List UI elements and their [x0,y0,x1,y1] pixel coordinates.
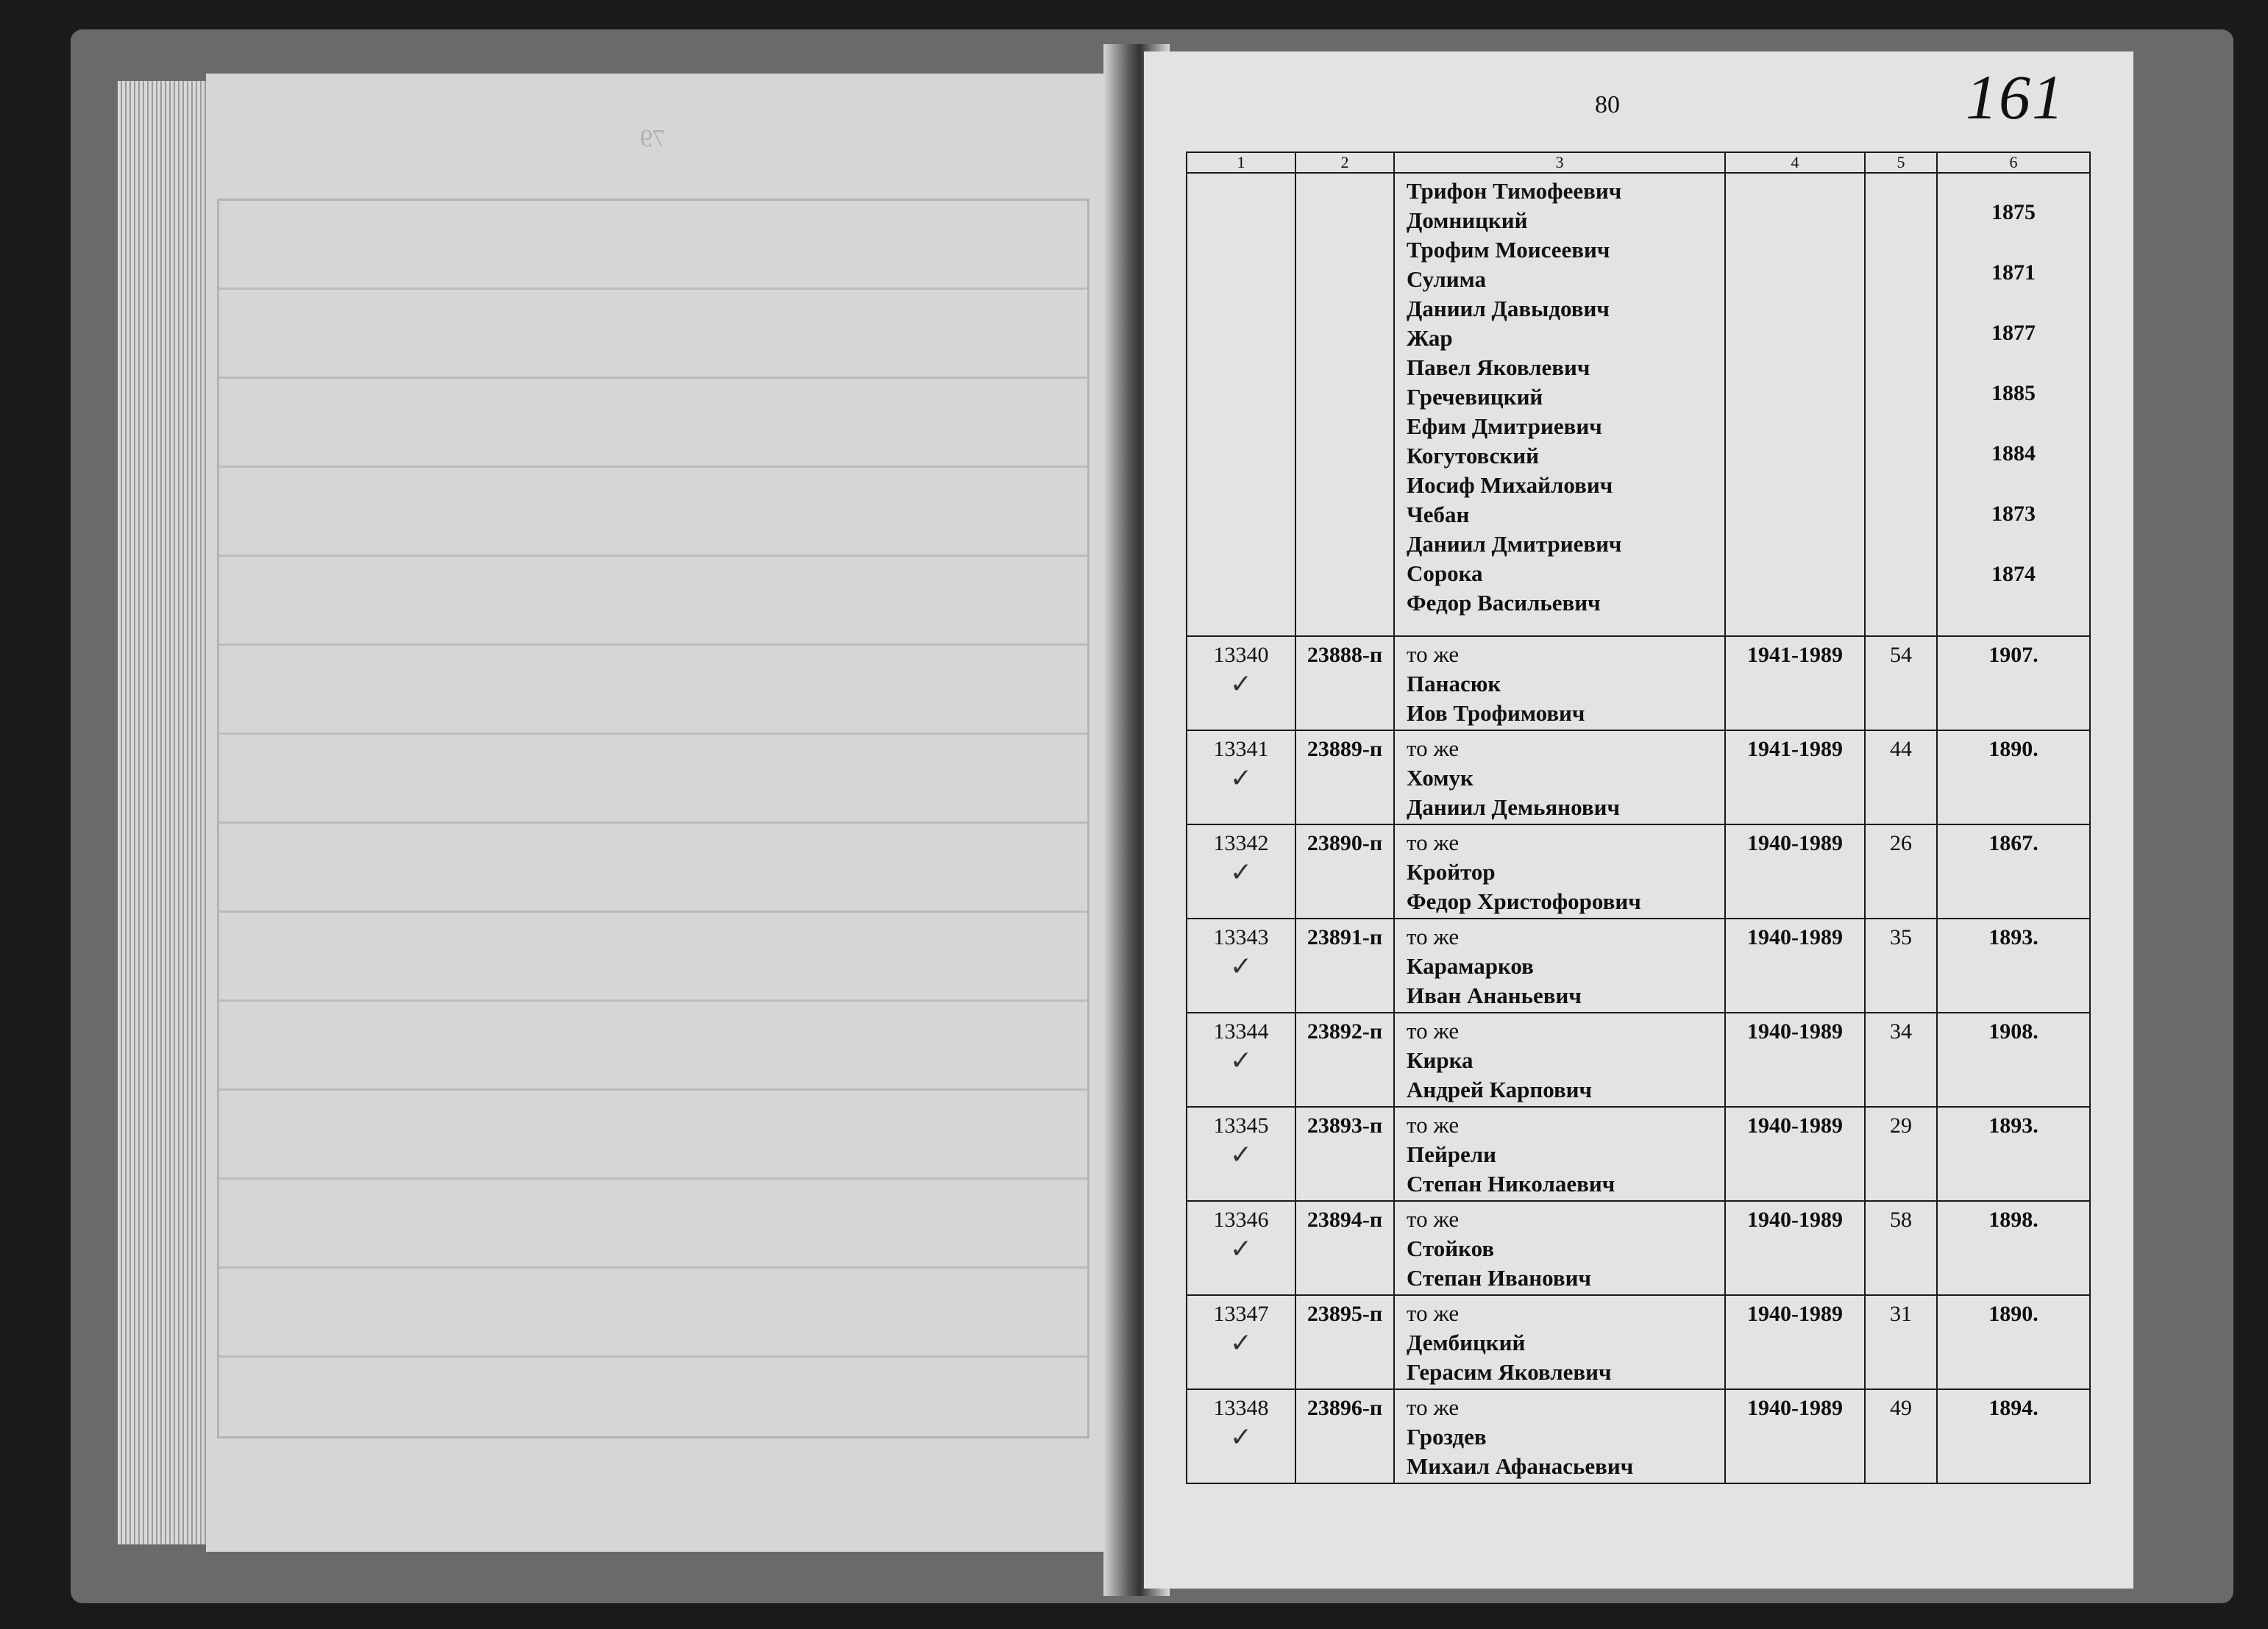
record-number: 13343 [1213,925,1269,949]
birth-year: 1907. [1937,636,2090,730]
checkmark-icon: ✓ [1229,1328,1253,1358]
continuation-birth-year: 1874 [1991,562,2036,586]
continuation-years-cell [1725,173,1865,636]
table-row [1187,1107,2090,1201]
register-table-wrapper [1186,152,2089,1479]
continuation-name: Чебан [1407,502,1470,527]
record-number: 13348 [1213,1396,1269,1420]
checkmark-icon: ✓ [1229,763,1253,794]
person-cell [1394,1201,1725,1295]
same-as-note: то же [1407,1206,1460,1232]
case-code: 23889-п [1295,730,1394,824]
continuation-birth-year: 1877 [1991,321,2036,345]
birth-year: 1867. [1937,824,2090,919]
record-number: 13341 [1213,737,1269,761]
register-table [1186,152,2091,1484]
continuation-num-cell [1187,173,1295,636]
year-range: 1940-1989 [1725,1201,1865,1295]
given-name: Федор Христофорович [1407,888,1641,914]
record-number-cell [1187,919,1295,1013]
table-row [1187,1295,2090,1389]
record-number: 13340 [1213,643,1269,667]
sheet-count: 34 [1865,1013,1937,1107]
checkmark-icon: ✓ [1229,1234,1253,1264]
case-code: 23896-п [1295,1389,1394,1483]
sheet-count: 58 [1865,1201,1937,1295]
table-row [1187,824,2090,919]
case-code: 23893-п [1295,1107,1394,1201]
same-as-note: то же [1407,641,1460,667]
continuation-name: Когутовский [1407,443,1540,468]
person-cell [1394,919,1725,1013]
continuation-name: Павел Яковлевич [1407,354,1590,380]
record-number: 13347 [1213,1302,1269,1326]
surname: Пейрели [1407,1141,1496,1167]
continuation-birth-year: 1873 [1991,502,2036,526]
continuation-name: Гречевицкий [1407,384,1543,410]
checkmark-icon: ✓ [1229,1046,1253,1076]
same-as-note: то же [1407,1112,1460,1138]
given-name: Степан Николаевич [1407,1171,1615,1197]
header-col-6: 6 [1937,152,2090,173]
sheet-count: 44 [1865,730,1937,824]
continuation-birth-year: 1885 [1991,381,2036,405]
table-row [1187,636,2090,730]
same-as-note: то же [1407,735,1460,761]
continuation-name: Федор Васильевич [1407,590,1601,616]
continuation-name: Даниил Дмитриевич [1407,531,1622,557]
year-range: 1940-1989 [1725,1389,1865,1483]
continuation-count-cell [1865,173,1937,636]
continuation-names-cell [1394,173,1725,636]
birth-year: 1908. [1937,1013,2090,1107]
case-code: 23894-п [1295,1201,1394,1295]
continuation-name: Сорока [1407,560,1483,586]
case-code: 23892-п [1295,1013,1394,1107]
surname: Панасюк [1407,671,1501,696]
person-cell [1394,730,1725,824]
checkmark-icon: ✓ [1229,1422,1253,1452]
continuation-birth-year: 1875 [1991,200,2036,224]
record-number: 13344 [1213,1019,1269,1044]
header-row [1187,152,2090,173]
header-col-3: 3 [1394,152,1725,173]
birth-year: 1898. [1937,1201,2090,1295]
continuation-name: Иосиф Михайлович [1407,472,1613,498]
same-as-note: то же [1407,1394,1460,1420]
continuation-birth-year: 1884 [1991,441,2036,466]
left-page-bleedthrough-table [217,199,1089,1439]
given-name: Иов Трофимович [1407,700,1585,726]
left-page-number: 79 [640,125,665,152]
sheet-count: 26 [1865,824,1937,919]
person-cell [1394,1295,1725,1389]
year-range: 1940-1989 [1725,1295,1865,1389]
surname: Дембицкий [1407,1330,1526,1355]
record-number: 13345 [1213,1113,1269,1138]
case-code: 23895-п [1295,1295,1394,1389]
record-number-cell [1187,1201,1295,1295]
given-name: Андрей Карпович [1407,1077,1593,1102]
surname: Стойков [1407,1236,1495,1261]
handwritten-folio-number: 161 [1966,62,2065,132]
same-as-note: то же [1407,1300,1460,1326]
continuation-code-cell [1295,173,1394,636]
birth-year: 1893. [1937,1107,2090,1201]
person-cell [1394,1107,1725,1201]
given-name: Степан Иванович [1407,1265,1591,1291]
table-row [1187,1389,2090,1483]
person-cell [1394,1389,1725,1483]
continuation-name: Жар [1407,325,1453,351]
surname: Кройтор [1407,859,1496,885]
sheet-count: 54 [1865,636,1937,730]
record-number-cell [1187,824,1295,919]
checkmark-icon: ✓ [1229,669,1253,699]
checkmark-icon: ✓ [1229,1140,1253,1170]
continuation-birth-year: 1871 [1991,260,2036,285]
record-number-cell [1187,1295,1295,1389]
birth-year: 1894. [1937,1389,2090,1483]
sheet-count: 29 [1865,1107,1937,1201]
page-number: 80 [1595,91,1620,118]
year-range: 1941-1989 [1725,636,1865,730]
given-name: Михаил Афанасьевич [1407,1453,1634,1479]
given-name: Герасим Яковлевич [1407,1359,1612,1385]
continuation-name: Ефим Дмитриевич [1407,413,1602,439]
header-col-1: 1 [1187,152,1295,173]
record-number-cell [1187,1013,1295,1107]
record-number-cell [1187,1107,1295,1201]
same-as-note: то же [1407,830,1460,855]
birth-year: 1893. [1937,919,2090,1013]
case-code: 23890-п [1295,824,1394,919]
record-number: 13342 [1213,831,1269,855]
same-as-note: то же [1407,924,1460,949]
birth-year: 1890. [1937,730,2090,824]
header-col-4: 4 [1725,152,1865,173]
header-col-2: 2 [1295,152,1394,173]
continuation-name: Домницкий [1407,207,1528,233]
table-row [1187,1013,2090,1107]
person-cell [1394,1013,1725,1107]
continuation-name: Трофим Моисеевич [1407,237,1610,263]
year-range: 1940-1989 [1725,1107,1865,1201]
case-code: 23888-п [1295,636,1394,730]
given-name: Иван Ананьевич [1407,983,1582,1008]
record-number-cell [1187,636,1295,730]
surname: Кирка [1407,1047,1474,1073]
year-range: 1940-1989 [1725,1013,1865,1107]
sheet-count: 49 [1865,1389,1937,1483]
case-code: 23891-п [1295,919,1394,1013]
sheet-count: 31 [1865,1295,1937,1389]
continuation-row [1187,173,2090,636]
year-range: 1941-1989 [1725,730,1865,824]
record-number-cell [1187,730,1295,824]
surname: Гроздев [1407,1424,1487,1450]
person-cell [1394,824,1725,919]
header-col-5: 5 [1865,152,1937,173]
continuation-birthyears-cell [1937,173,2090,636]
checkmark-icon: ✓ [1229,952,1253,982]
table-row [1187,1201,2090,1295]
year-range: 1940-1989 [1725,824,1865,919]
record-number: 13346 [1213,1208,1269,1232]
continuation-name: Даниил Давыдович [1407,296,1610,321]
surname: Карамарков [1407,953,1534,979]
sheet-count: 35 [1865,919,1937,1013]
table-row [1187,919,2090,1013]
birth-year: 1890. [1937,1295,2090,1389]
surname: Хомук [1407,765,1474,791]
checkmark-icon: ✓ [1229,858,1253,888]
person-cell [1394,636,1725,730]
given-name: Даниил Демьянович [1407,794,1620,820]
continuation-name: Трифон Тимофеевич [1407,178,1622,204]
table-row [1187,730,2090,824]
record-number-cell [1187,1389,1295,1483]
same-as-note: то же [1407,1018,1460,1044]
year-range: 1940-1989 [1725,919,1865,1013]
continuation-name: Сулима [1407,266,1487,292]
